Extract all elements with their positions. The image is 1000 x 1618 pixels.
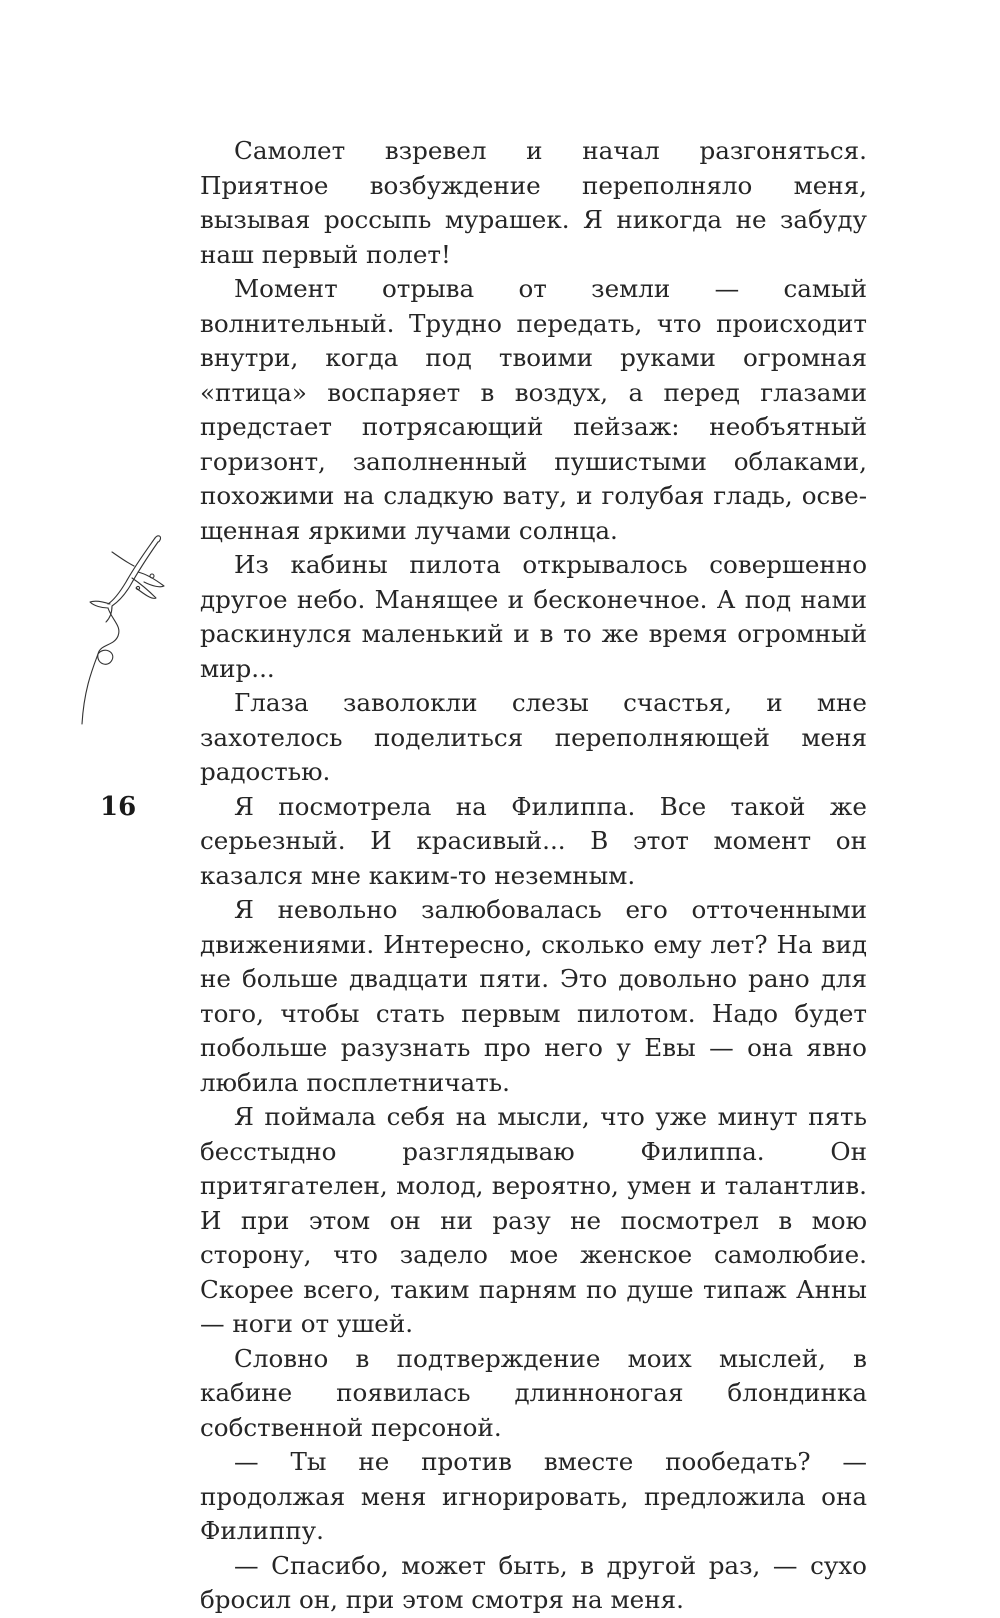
body-text xyxy=(200,134,867,1618)
paragraph: Я посмотрела на Филиппа. Все такой же серьезный. И красивый... В этот момент он казался мне каким-то неземным. xyxy=(200,791,867,890)
airplane-line-art-icon xyxy=(78,530,178,730)
paragraph: Из кабины пилота открывалось совершенно другое небо. Манящее и бесконечное. А под нами раскинулся маленький и в то же время огромный мир... xyxy=(200,550,867,683)
paragraph: Глаза заволокли слезы счастья, и мне захотелось поделиться переполняющей меня радостью. xyxy=(200,688,867,786)
paragraph: Я поймала себя на мысли, что уже минут пять бесстыдно разглядываю Филиппа. Он притягателен, молод, вероятно, умен и талантлив. И при этом он ни разу не посмотрел в мою сторону, что задело мое женское самолюбие. Скорее всего, таким парням по душе типаж Анны — ноги от ушей. xyxy=(200,1102,867,1338)
paragraph: Момент отрыва от земли — самый волнительный. Трудно передать, что происходит внутри, когда под твоими руками огромная «птица» воспаряет в воздух, а перед глазами предстает потрясающий пейзаж: необъятный горизонт, заполненный пушистыми облаками, похожими на сладкую вату, и голубая гладь, освещенная яркими лучами солнца. xyxy=(200,274,867,545)
paragraph: Самолет взревел и начал разгоняться. Приятное возбуждение переполняло меня, вызывая россыпь мурашек. Я никогда не забуду наш первый полет! xyxy=(200,136,867,269)
page-number: 16 xyxy=(100,792,137,822)
paragraph: — Ты не против вместе пообедать? — продолжая меня игнорировать, предложила она Филиппу. xyxy=(200,1447,867,1545)
paragraph: Словно в подтверждение моих мыслей, в кабине появилась длинноногая блондинка собственной персоной. xyxy=(200,1343,867,1442)
paragraph: Я невольно залюбовалась его отточенными движениями. Интересно, сколько ему лет? На вид не больше двадцати пяти. Это довольно рано для того, чтобы стать первым пилотом. Надо будет побольше разузнать про него у Евы — она явно любила посплетничать. xyxy=(200,895,867,1097)
paragraph: — Спасибо, может быть, в другой раз, — сухо бросил он, при этом смотря на меня. xyxy=(200,1550,867,1614)
